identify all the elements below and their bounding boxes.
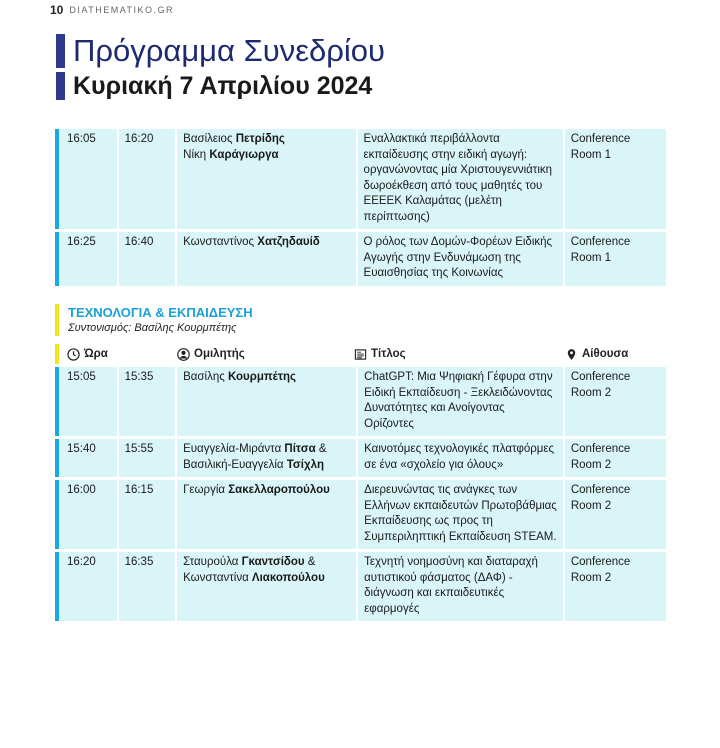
section-header xyxy=(55,304,666,336)
session-title: ChatGPT: Μια Ψηφιακή Γέφυρα στην Ειδική Εκπαίδευση - Ξεκλειδώνοντας Δυνατότητες και Ανοίγοντας Ορίζοντες xyxy=(356,367,563,436)
session-start-time: 16:05 xyxy=(55,129,117,229)
session-title: Ο ρόλος των Δομών-Φορέων Ειδικής Αγωγής στην Ενδυνάμωση της Ευαισθησίας της Κοινωνίας xyxy=(356,232,563,286)
session-speakers xyxy=(175,552,356,621)
session-row xyxy=(55,232,666,286)
session-row xyxy=(55,129,666,229)
section-title: ΤΕΧΝΟΛΟΓΙΑ & ΕΚΠΑΙΔΕΥΣΗ xyxy=(68,305,253,320)
speaker-name: Νίκη Καράγιωργα xyxy=(183,148,279,161)
title-bar xyxy=(56,34,65,68)
column-header-title xyxy=(348,348,558,361)
session-row xyxy=(55,367,666,436)
session-title: Διερευνώντας τις ανάγκες των Ελλήνων εκπαιδευτών Πρωτοβάθμιας Εκπαίδευσης ως προς τη Συμπεριληπτική Εκπαίδευση STEAM. xyxy=(356,480,563,549)
session-start-time: 16:25 xyxy=(55,232,117,286)
column-title-label: Τίτλος xyxy=(371,348,406,360)
page-number: 10 xyxy=(50,3,64,17)
session-room: Conference Room 2 xyxy=(563,480,666,549)
column-header-room xyxy=(558,348,628,361)
speaker-name: Βασιλική-Ευαγγελία Τσίχλη xyxy=(183,458,325,471)
session-end-time: 16:35 xyxy=(117,552,176,621)
session-start-time: 16:00 xyxy=(55,480,117,549)
speaker-name: Γεωργία Σακελλαροπούλου xyxy=(183,484,330,496)
session-section xyxy=(55,304,666,336)
clock-icon xyxy=(67,348,80,361)
column-headers xyxy=(55,344,670,364)
column-header-time xyxy=(59,348,167,361)
program-date: Κυριακή 7 Απριλίου 2024 xyxy=(73,72,373,100)
session-speakers xyxy=(175,480,356,549)
session-title: Καινοτόμες τεχνολογικές πλατφόρμες σε ένα «σχολείο για όλους» xyxy=(356,439,563,477)
session-room: Conference Room 1 xyxy=(563,232,666,286)
speaker-name: Σταυρούλα Γκαντσίδου & xyxy=(183,556,316,568)
column-time-label: Ώρα xyxy=(84,348,108,360)
session-start-time: 16:20 xyxy=(55,552,117,621)
page-header xyxy=(50,2,174,18)
session-title: Τεχνητή νοημοσύνη και διαταραχή αυτιστικού φάσματος (ΔΑΦ) - διάγνωση και εκπαιδευτικές εφαρμογές xyxy=(356,552,563,621)
program-title: Πρόγραμμα Συνεδρίου xyxy=(73,33,385,68)
session-speakers xyxy=(175,129,355,229)
title-line-2 xyxy=(56,70,385,102)
site-name: DIATHEMATIKO.GR xyxy=(69,5,175,15)
session-start-time: 15:40 xyxy=(55,439,117,477)
section-coordinator: Συντονισμός: Βασίλης Κουρμπέτης xyxy=(68,322,237,334)
speaker-name: Ευαγγελία-Μιράντα Πίτσα & xyxy=(183,443,327,455)
session-room: Conference Room 2 xyxy=(563,367,666,436)
speaker-name: Κωνσταντίνος Χατζηδαυίδ xyxy=(183,236,320,248)
document-icon xyxy=(354,348,367,361)
session-title: Εναλλακτικά περιβάλλοντα εκπαίδευσης στην ειδική αγωγή: οργανώνοντας μία Χριστουγεννιάτικη δωροέκθεση από τους μαθητές του ΕΕΕΕΚ Καλαμάτας (μελέτη περίπτωσης) xyxy=(356,129,563,229)
speaker-name: Κωνσταντίνα Λιακοπούλου xyxy=(183,571,325,584)
column-header-speaker xyxy=(167,348,348,361)
schedule-table-top xyxy=(55,126,666,289)
session-speakers xyxy=(175,367,356,436)
session-end-time: 15:55 xyxy=(117,439,176,477)
location-pin-icon xyxy=(565,348,578,361)
session-row xyxy=(55,480,666,549)
person-icon xyxy=(177,348,190,361)
session-start-time: 15:05 xyxy=(55,367,117,436)
session-end-time: 16:40 xyxy=(117,232,176,286)
column-room-label: Αίθουσα xyxy=(582,348,629,360)
session-end-time: 16:20 xyxy=(117,129,176,229)
session-speakers xyxy=(175,232,355,286)
session-speakers xyxy=(175,439,356,477)
speaker-name: Βασίλειος Πετρίδης xyxy=(183,133,285,145)
title-bar xyxy=(56,72,65,100)
column-speaker-label: Ομιλητής xyxy=(194,348,245,360)
session-room: Conference Room 2 xyxy=(563,439,666,477)
title-line-1 xyxy=(56,32,385,70)
session-end-time: 15:35 xyxy=(117,367,176,436)
speaker-name: Βασίλης Κουρμπέτης xyxy=(183,371,296,383)
session-row xyxy=(55,439,666,477)
session-end-time: 16:15 xyxy=(117,480,176,549)
session-row xyxy=(55,552,666,621)
session-room: Conference Room 1 xyxy=(563,129,666,229)
schedule-table-technology xyxy=(55,364,666,624)
page-title xyxy=(56,32,385,102)
session-room: Conference Room 2 xyxy=(563,552,666,621)
